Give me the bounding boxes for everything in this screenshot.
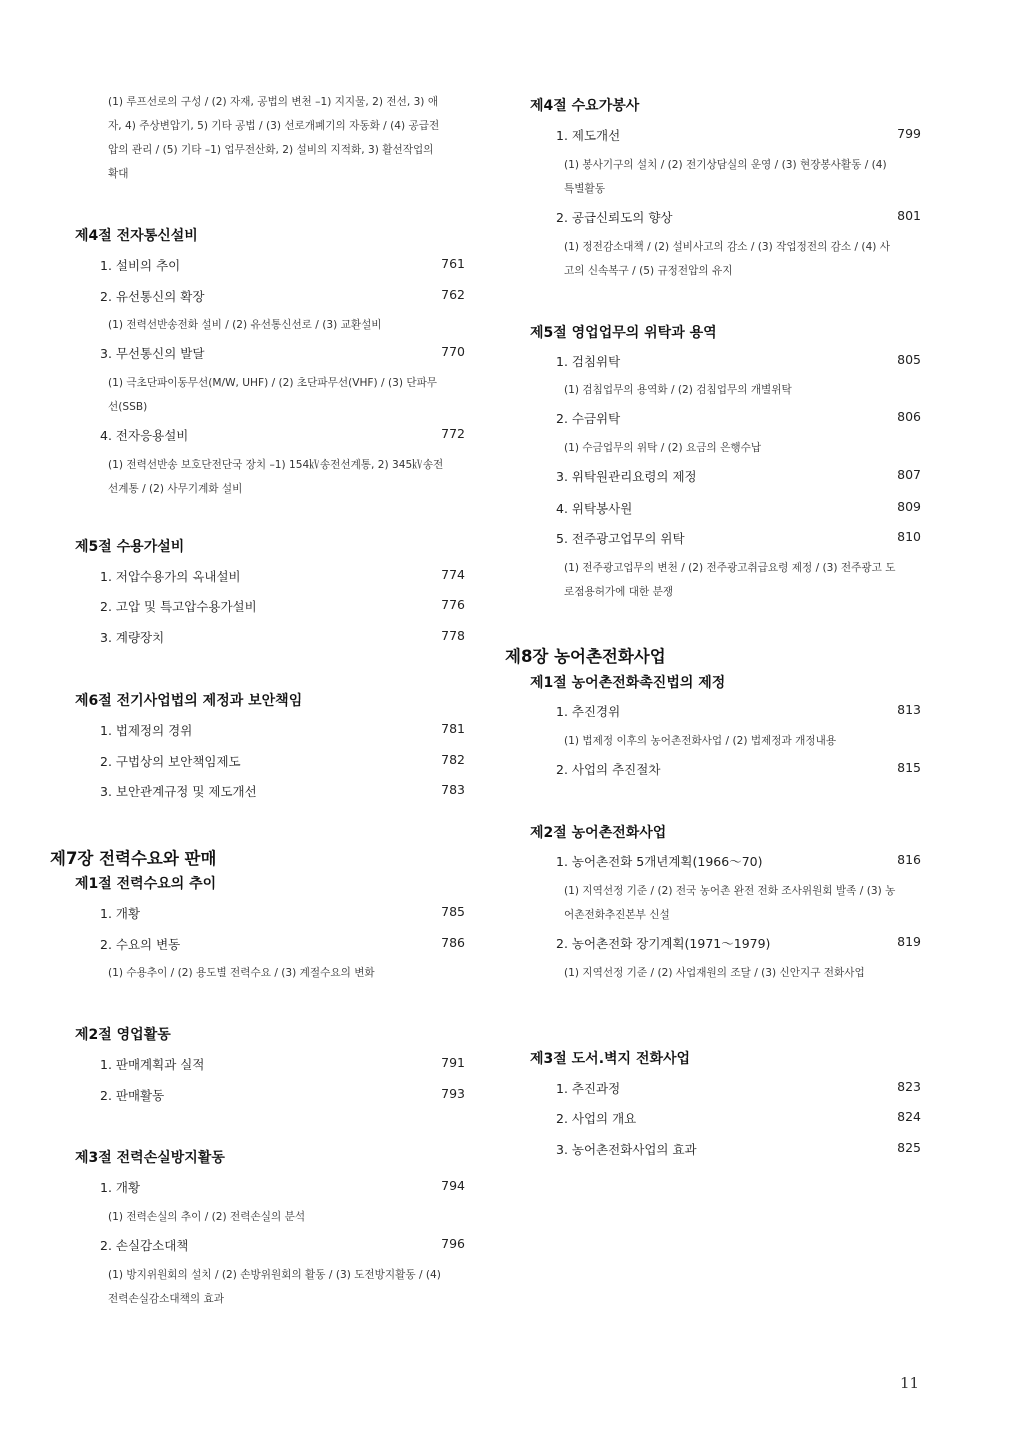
toc-page: 805 (897, 352, 921, 367)
toc-item[interactable]: 1. 저압수용가의 옥내설비 (100, 569, 241, 584)
toc-page: 781 (441, 721, 465, 736)
toc-item[interactable]: 3. 보안관계규정 및 제도개선 (100, 784, 257, 799)
subtopics: (1) 방지위원회의 설치 / (2) 손방위원회의 활동 / (3) 도전방지활동 / (4) 전력손실감소대책의 효과 (108, 1269, 441, 1305)
toc-item[interactable]: 3. 농어촌전화사업의 효과 (556, 1142, 697, 1157)
toc-page: 776 (441, 597, 465, 612)
toc-item[interactable]: 2. 고압 및 특고압수용가설비 (100, 599, 257, 614)
subtopics: (1) 극초단파이동무선(M/W, UHF) / (2) 초단파무선(VHF) / (3) 단파무선(SSB) (108, 377, 438, 413)
toc-page: 799 (897, 126, 921, 141)
subtopics: (1) 지역선정 기준 / (2) 전국 농어촌 완전 전화 조사위원회 발족 / (3) 농어촌전화추진본부 신설 (564, 885, 896, 921)
toc-page: 761 (441, 256, 465, 271)
toc-item[interactable]: 3. 무선통신의 발달 (100, 346, 205, 361)
toc-item[interactable]: 1. 추진과정 (556, 1081, 621, 1096)
section-5-title: 제5절 수용가설비 (75, 539, 185, 555)
toc-item[interactable]: 3. 위탁원관리요령의 제정 (556, 469, 697, 484)
toc-item[interactable]: 4. 위탁봉사원 (556, 501, 633, 516)
toc-item[interactable]: 2. 사업의 추진절차 (556, 762, 661, 777)
toc-item[interactable]: 1. 검침위탁 (556, 354, 621, 369)
toc-page: 786 (441, 935, 465, 950)
toc-item[interactable]: 2. 사업의 개요 (556, 1111, 637, 1126)
toc-page: 774 (441, 567, 465, 582)
toc-item[interactable]: 1. 개황 (100, 906, 141, 921)
c8-section-2-title: 제2절 농어촌전화사업 (530, 825, 667, 841)
toc-item[interactable]: 1. 법제정의 경위 (100, 723, 193, 738)
section-6-title: 제6절 전기사업법의 제정과 보안책임 (75, 693, 303, 709)
toc-item[interactable]: 1. 개황 (100, 1180, 141, 1195)
toc-item[interactable]: 2. 판매활동 (100, 1088, 165, 1103)
toc-item[interactable]: 3. 계량장치 (100, 630, 165, 645)
toc-item[interactable]: 1. 제도개선 (556, 128, 621, 143)
toc-page: 791 (441, 1055, 465, 1070)
toc-page: 823 (897, 1079, 921, 1094)
subtopics: (1) 전력선반송 보호단전단국 장치 –1) 154㎸송전선계통, 2) 345㎸송전선계통 / (2) 사무기계화 설비 (108, 459, 444, 495)
subtopics: (1) 봉사기구의 설치 / (2) 전기상담실의 운영 / (3) 현장봉사활동 / (4) 특별활동 (564, 159, 887, 195)
toc-item[interactable]: 1. 판매계획과 실적 (100, 1057, 205, 1072)
toc-item[interactable]: 2. 수금위탁 (556, 411, 621, 426)
subtopics: (1) 지역선정 기준 / (2) 사업재원의 조달 / (3) 신안지구 전화사업 (564, 967, 865, 979)
subtopics: (1) 수용추이 / (2) 용도별 전력수요 / (3) 계절수요의 변화 (108, 967, 375, 979)
toc-item[interactable]: 2. 수요의 변동 (100, 937, 181, 952)
toc-item[interactable]: 2. 손실감소대책 (100, 1238, 189, 1253)
toc-page: 809 (897, 499, 921, 514)
toc-item[interactable]: 4. 전자응용설비 (100, 428, 189, 443)
toc-item[interactable]: 1. 설비의 추이 (100, 258, 181, 273)
chapter-8-title: 제8장 농어촌전화사업 (505, 647, 666, 666)
c8-section-3-title: 제3절 도서.벽지 전화사업 (530, 1051, 691, 1067)
toc-item[interactable]: 2. 공급신뢰도의 향상 (556, 210, 673, 225)
subtopics: (1) 전력손실의 추이 / (2) 전력손실의 분석 (108, 1211, 306, 1223)
intro-subtopics: (1) 루프선로의 구성 / (2) 자재, 공법의 변천 –1) 지지물, 2) 전선, 3) 애자, 4) 주상변압기, 5) 기타 공법 / (3) 선로개폐기의 자동화 / (4) 공급전압의 관리 / (5) 기타 –1) 업무전산화, 2) 설비의 지적화, 3) 활선작업의 확대 (108, 96, 440, 180)
c7-section-3-title: 제3절 전력손실방지활동 (75, 1150, 225, 1166)
toc-page: 825 (897, 1140, 921, 1155)
toc-item[interactable]: 1. 농어촌전화 5개년계획(1966～70) (556, 854, 763, 869)
toc-page: 801 (897, 208, 921, 223)
subtopics: (1) 법제정 이후의 농어촌전화사업 / (2) 법제정과 개정내용 (564, 735, 837, 747)
toc-page: 770 (441, 344, 465, 359)
toc-page: 807 (897, 467, 921, 482)
toc-page: 810 (897, 529, 921, 544)
chapter-7-title: 제7장 전력수요와 판매 (50, 849, 217, 868)
toc-page: 819 (897, 934, 921, 949)
c7-section-4-title: 제4절 수요가봉사 (530, 98, 640, 114)
toc-page: 778 (441, 628, 465, 643)
section-4-title: 제4절 전자통신설비 (75, 228, 198, 244)
c7-section-2-title: 제2절 영업활동 (75, 1027, 171, 1043)
toc-item[interactable]: 1. 추진경위 (556, 704, 621, 719)
subtopics: (1) 정전감소대책 / (2) 설비사고의 감소 / (3) 작업정전의 감소 / (4) 사고의 신속복구 / (5) 규정전압의 유지 (564, 241, 891, 277)
toc-item[interactable]: 2. 농어촌전화 장기계획(1971～1979) (556, 936, 771, 951)
toc-page: 815 (897, 760, 921, 775)
subtopics: (1) 전력선반송전화 설비 / (2) 유선통신선로 / (3) 교환설비 (108, 319, 382, 331)
toc-page: 793 (441, 1086, 465, 1101)
toc-page: 806 (897, 409, 921, 424)
subtopics: (1) 전주광고업무의 변천 / (2) 전주광고취급요령 제정 / (3) 전주광고 도로점용허가에 대한 분쟁 (564, 562, 896, 598)
toc-page: 785 (441, 904, 465, 919)
toc-item[interactable]: 2. 유선통신의 확장 (100, 289, 205, 304)
toc-item[interactable]: 2. 구법상의 보안책임제도 (100, 754, 241, 769)
c7-section-5-title: 제5절 영업업무의 위탁과 용역 (530, 325, 717, 341)
toc-page: 796 (441, 1236, 465, 1251)
c8-section-1-title: 제1절 농어촌전화촉진법의 제정 (530, 675, 726, 691)
page-number: 11 (900, 1374, 920, 1392)
subtopics: (1) 검침업무의 용역화 / (2) 검침업무의 개별위탁 (564, 384, 792, 396)
toc-page: 816 (897, 852, 921, 867)
toc-page: 813 (897, 702, 921, 717)
toc-page: 824 (897, 1109, 921, 1124)
toc-page: 772 (441, 426, 465, 441)
toc-page: 783 (441, 782, 465, 797)
toc-page: 762 (441, 287, 465, 302)
toc-item[interactable]: 5. 전주광고업무의 위탁 (556, 531, 685, 546)
c7-section-1-title: 제1절 전력수요의 추이 (75, 876, 217, 892)
subtopics: (1) 수금업무의 위탁 / (2) 요금의 은행수납 (564, 442, 762, 454)
toc-page: 782 (441, 752, 465, 767)
toc-page: 794 (441, 1178, 465, 1193)
